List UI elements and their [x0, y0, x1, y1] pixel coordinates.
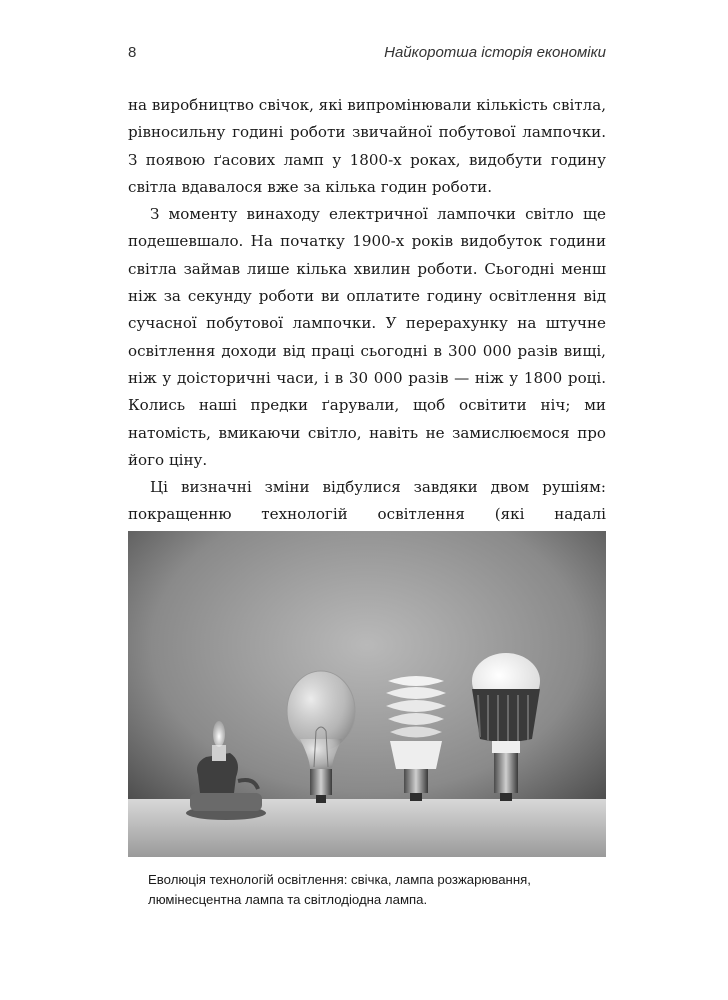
running-title: Найкоротша історія економіки	[384, 44, 606, 61]
paragraph-3: Ці визначні зміни відбулися завдяки двом рушіям: покращенню технологій освітлення (які надалі	[128, 478, 606, 524]
paragraph-1: на виробництво свічок, які випромінювали кількість світла, рівносильну годині роботи звичайної побутової лампочки. З появою ґасових ламп у 1800-х роках, видобути годину світла вдавалося вже за кілька годин роботи.	[128, 96, 607, 196]
figure-photo	[128, 531, 606, 857]
paragraph-2: З моменту винаходу електричної лампочки світло ще подешевшало. На початку 1900-х років видобуток години світла займав лише кілька хвилин роботи. Сьогодні менш ніж за секунду роботи ви оплатите годину освітлення від сучасної побутової лампочки. У перерахунку на штучне освітлення доходи від праці сьогодні в 300 000 разів вищі, ніж у доісторичні часи, і в 30 000 разів — ніж у 1800 році. Колись наші предки ґарували, щоб освітити ніч; ми натомість, вмикаючи світло, навіть не замислюємося про його ціну.	[128, 205, 606, 469]
page-number: 8	[128, 44, 137, 61]
figure-caption: Еволюція технологій освітлення: свічка, лампа розжарювання, люмінесцентна лампа та світлодіодна лампа.	[148, 872, 531, 907]
page-header	[128, 44, 606, 68]
